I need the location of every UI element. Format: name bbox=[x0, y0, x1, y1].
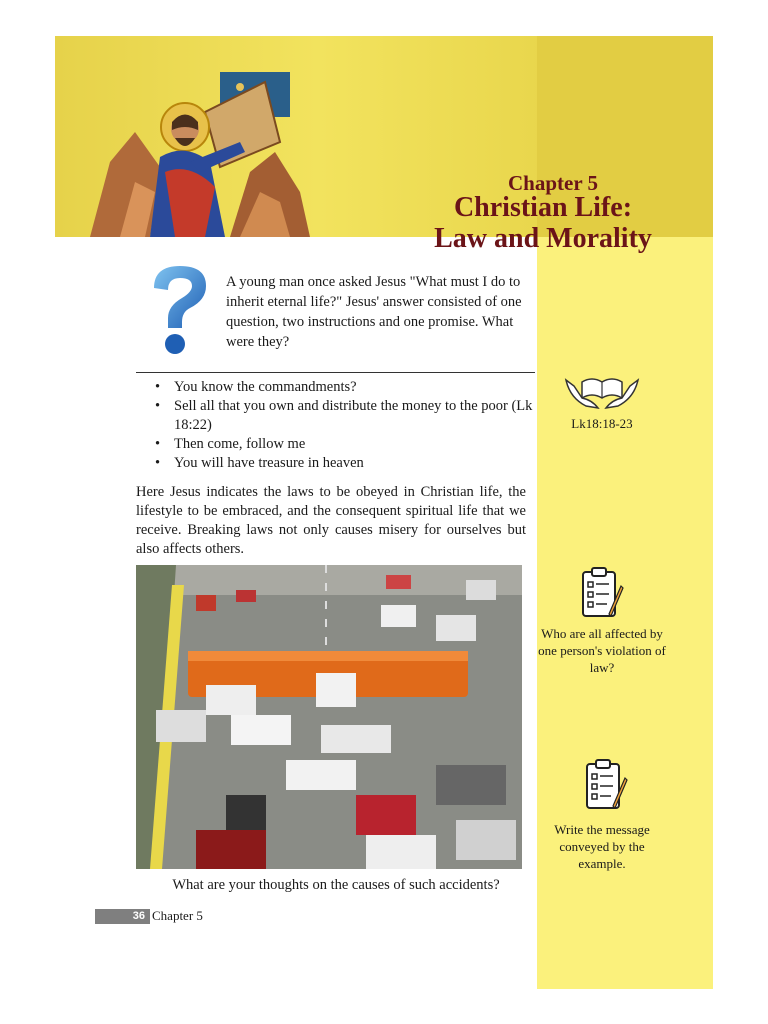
traffic-accident-photo bbox=[136, 565, 522, 869]
page-number: 36 bbox=[95, 909, 150, 924]
list-item: • You know the commandments? bbox=[150, 378, 535, 397]
chapter-banner bbox=[55, 36, 713, 254]
bible-reference: Lk18:18-23 bbox=[571, 416, 633, 431]
list-item: • You will have treasure in heaven bbox=[150, 454, 535, 473]
body-paragraph: Here Jesus indicates the laws to be obeyed in Christian life, the lifestyle to be embraced, and the consequent spiritual life that we receive. Breaking laws not only causes misery for ourselves but also affects others. bbox=[136, 484, 526, 557]
chapter-number: Chapter 5 bbox=[507, 171, 599, 195]
chapter-title-line1: Christian Life: bbox=[453, 192, 633, 223]
intro-question: A young man once asked Jesus "What must I do to inherit eternal life?" Jesus' answer consisted of one question, two instructions and one promise. What were they? bbox=[226, 274, 522, 350]
list-item: • Then come, follow me bbox=[150, 435, 535, 454]
sidebar-panel bbox=[537, 237, 713, 989]
moses-icon-illustration bbox=[90, 72, 310, 237]
open-bible-hands-icon bbox=[562, 368, 642, 416]
page-footer bbox=[95, 908, 203, 924]
answer-list bbox=[150, 378, 535, 473]
activity-question-2: Write the message conveyed by the example. bbox=[554, 822, 650, 871]
clipboard-checklist-icon bbox=[579, 566, 623, 620]
chapter-title-line2: Law and Morality bbox=[434, 223, 652, 254]
clipboard-checklist-icon bbox=[583, 758, 627, 812]
chapter-title bbox=[413, 192, 673, 254]
question-mark-icon bbox=[140, 262, 220, 358]
divider-line bbox=[136, 372, 535, 373]
activity-question-1: Who are all affected by one person's violation of law? bbox=[538, 626, 666, 675]
footer-chapter-label: Chapter 5 bbox=[152, 908, 203, 923]
photo-caption: What are your thoughts on the causes of such accidents? bbox=[172, 877, 500, 893]
list-item: • Sell all that you own and distribute the money to the poor (Lk 18:22) bbox=[150, 397, 535, 435]
